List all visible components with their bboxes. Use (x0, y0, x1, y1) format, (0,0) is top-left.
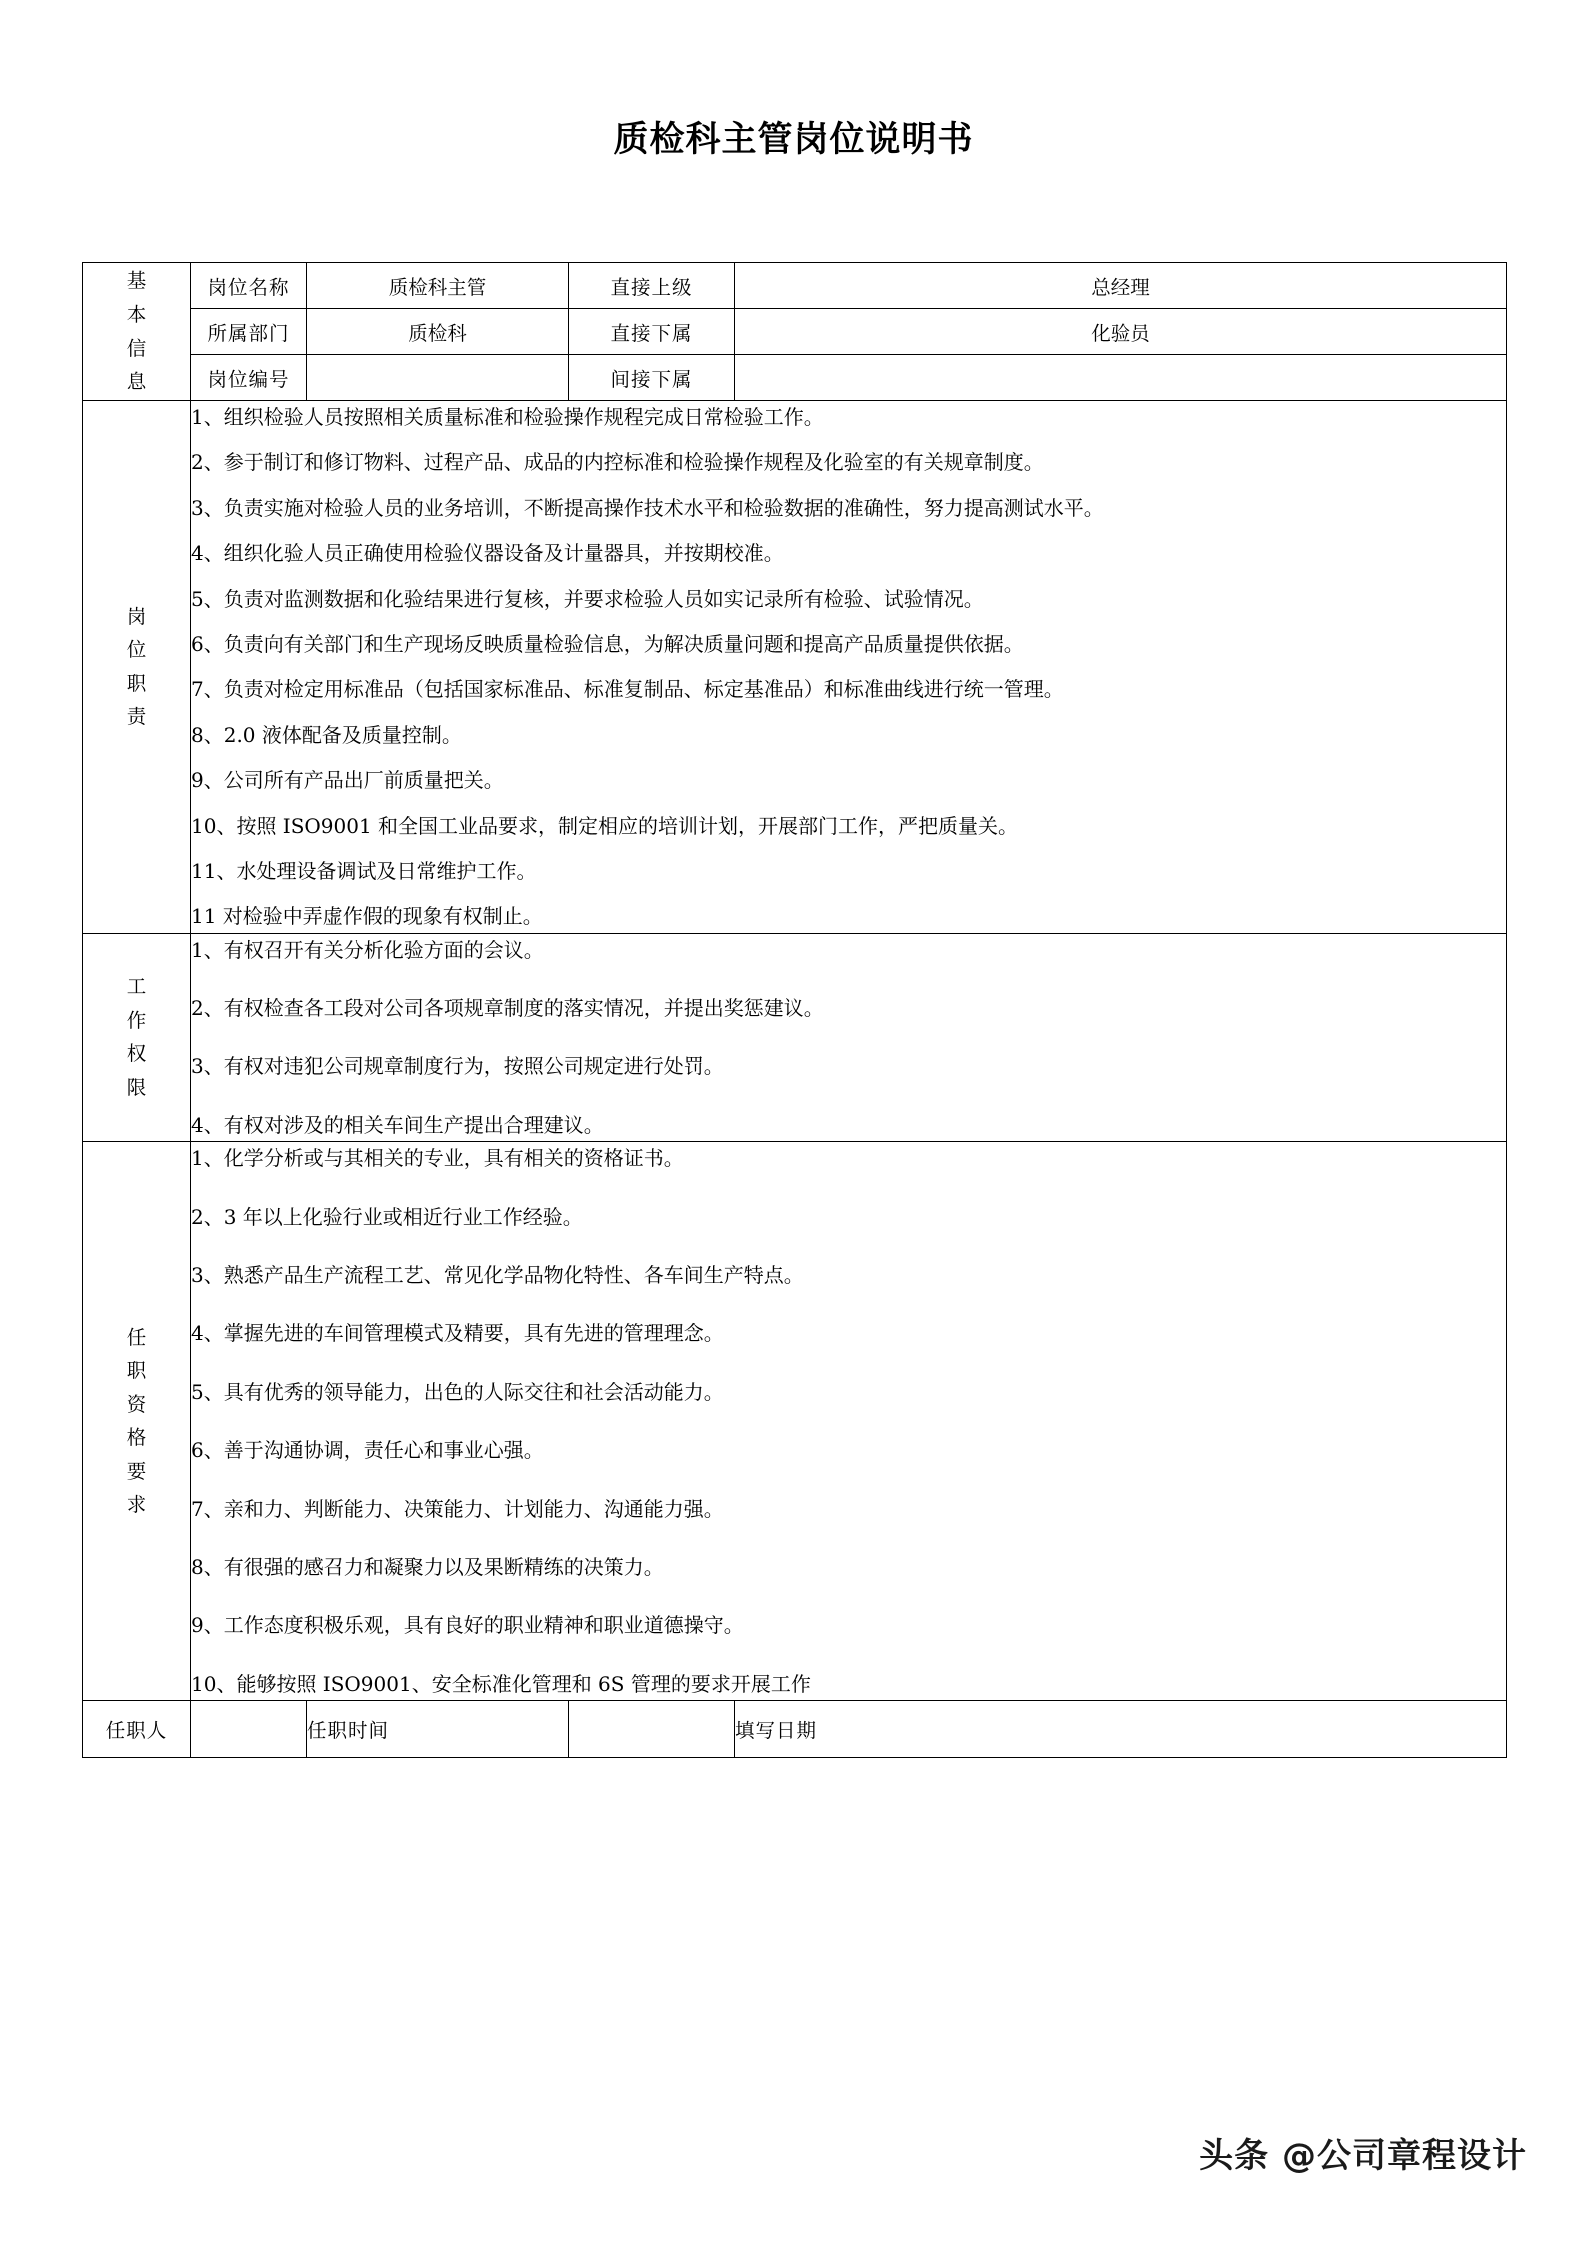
section-label-basic-info (83, 263, 191, 401)
table-row (83, 401, 1507, 934)
list-item: 11 对检验中弄虚作假的现象有权制止。 (191, 904, 543, 929)
vchar: 权 (126, 1042, 147, 1066)
table-row (83, 1142, 1507, 1701)
list-item: 5、负责对监测数据和化验结果进行复核，并要求检验人员如实记录所有检验、试验情况。 (191, 586, 984, 611)
list-item: 7、亲和力、判断能力、决策能力、计划能力、沟通能力强。 (191, 1496, 724, 1521)
list-item: 6、负责向有关部门和生产现场反映质量检验信息，为解决质量问题和提高产品质量提供依据。 (191, 631, 1024, 656)
list-item: 2、有权检查各工段对公司各项规章制度的落实情况，并提出奖惩建议。 (191, 996, 824, 1021)
vchar: 求 (126, 1493, 147, 1517)
vchar: 要 (126, 1459, 147, 1483)
list-item: 1、组织检验人员按照相关质量标准和检验操作规程完成日常检验工作。 (191, 405, 824, 429)
list-item: 9、公司所有产品出厂前质量把关。 (191, 768, 504, 793)
vchar: 职 (126, 671, 147, 695)
vchar: 限 (126, 1076, 147, 1099)
table-row (83, 933, 1507, 1142)
section-label-qualifications-text (127, 1321, 147, 1522)
list-item: 4、有权对涉及的相关车间生产提出合理建议。 (191, 1112, 604, 1137)
section-content-authority (191, 933, 1507, 1142)
list-item: 9、工作态度积极乐观，具有良好的职业精神和职业道德操守。 (191, 1613, 744, 1638)
field-value-holder[interactable] (191, 1701, 307, 1758)
list-item: 4、组织化验人员正确使用检验仪器设备及计量器具，并按期校准。 (191, 541, 784, 566)
section-content-qualifications (191, 1142, 1507, 1701)
table-row (83, 263, 1507, 309)
vchar: 信 (126, 336, 147, 360)
field-label-start-time: 任职时间 (307, 1701, 569, 1758)
section-label-duties (83, 401, 191, 934)
field-label-direct-subordinate: 直接下属 (569, 309, 735, 355)
list-item: 3、熟悉产品生产流程工艺、常见化学品物化特性、各车间生产特点。 (191, 1263, 804, 1288)
list-item: 10、按照 ISO9001 和全国工业品要求，制定相应的培训计划，开展部门工作，严把质量关。 (191, 813, 1019, 838)
vchar: 资 (126, 1392, 147, 1416)
section-label-qualifications (83, 1142, 191, 1701)
job-description-table (82, 262, 1507, 1758)
field-label-job-code: 岗位编号 (191, 355, 307, 401)
list-item: 7、负责对检定用标准品（包括国家标准品、标准复制品、标定基准品）和标准曲线进行统一管理。 (191, 677, 1064, 702)
section-label-authority (83, 933, 191, 1142)
vchar: 责 (126, 705, 147, 729)
vchar: 息 (126, 370, 147, 394)
vchar: 基 (126, 269, 147, 293)
field-label-fill-date: 填写日期 (735, 1701, 1507, 1758)
vchar: 作 (126, 1008, 147, 1032)
list-item: 10、能够按照 ISO9001、安全标准化管理和 6S 管理的要求开展工作 (191, 1671, 811, 1696)
list-item: 3、有权对违犯公司规章制度行为，按照公司规定进行处罚。 (191, 1054, 724, 1079)
field-value-department[interactable]: 质检科 (307, 309, 569, 355)
list-item: 4、掌握先进的车间管理模式及精要，具有先进的管理理念。 (191, 1321, 724, 1346)
field-value-job-code[interactable] (307, 355, 569, 401)
vchar: 任 (126, 1325, 147, 1349)
table-row (83, 309, 1507, 355)
list-item: 5、具有优秀的领导能力，出色的人际交往和社会活动能力。 (191, 1379, 724, 1404)
section-content-duties (191, 401, 1507, 934)
list-item: 8、有很强的感召力和凝聚力以及果断精练的决策力。 (191, 1554, 664, 1579)
page-title: 质检科主管岗位说明书 (613, 120, 974, 160)
field-label-indirect-subordinate: 间接下属 (569, 355, 735, 401)
field-label-department: 所属部门 (191, 309, 307, 355)
field-value-direct-superior[interactable]: 总经理 (735, 263, 1507, 309)
field-label-holder: 任职人 (83, 1701, 191, 1758)
list-item: 11、水处理设备调试及日常维护工作。 (191, 858, 537, 883)
list-item: 8、2.0 液体配备及质量控制。 (191, 722, 462, 747)
list-item: 6、善于沟通协调，责任心和事业心强。 (191, 1438, 544, 1463)
list-item: 2、参于制订和修订物料、过程产品、成品的内控标准和检验操作规程及化验室的有关规章制度。 (191, 450, 1044, 475)
field-value-direct-subordinate[interactable]: 化验员 (735, 309, 1507, 355)
list-item: 1、化学分析或与其相关的专业，具有相关的资格证书。 (191, 1146, 684, 1171)
watermark: 头条 @公司章程设计 (1199, 2136, 1527, 2176)
field-value-job-title[interactable]: 质检科主管 (307, 263, 569, 309)
field-label-job-title: 岗位名称 (191, 263, 307, 309)
list-item: 3、负责实施对检验人员的业务培训，不断提高操作技术水平和检验数据的准确性，努力提高测试水平。 (191, 495, 1104, 520)
vchar: 岗 (126, 604, 147, 628)
vchar: 职 (126, 1359, 147, 1383)
section-label-basic-info-text (127, 264, 147, 398)
vchar: 工 (126, 975, 147, 999)
list-item: 2、3 年以上化验行业或相近行业工作经验。 (191, 1204, 583, 1229)
vchar: 格 (126, 1426, 147, 1450)
table-row (83, 355, 1507, 401)
field-value-start-time[interactable] (569, 1701, 735, 1758)
field-value-indirect-subordinate[interactable] (735, 355, 1507, 401)
section-label-authority-text (127, 970, 147, 1104)
list-item: 1、有权召开有关分析化验方面的会议。 (191, 937, 544, 962)
section-label-duties-text (127, 600, 147, 734)
vchar: 位 (126, 638, 147, 662)
table-row-signature (83, 1701, 1507, 1758)
vchar: 本 (126, 302, 147, 326)
field-label-direct-superior: 直接上级 (569, 263, 735, 309)
